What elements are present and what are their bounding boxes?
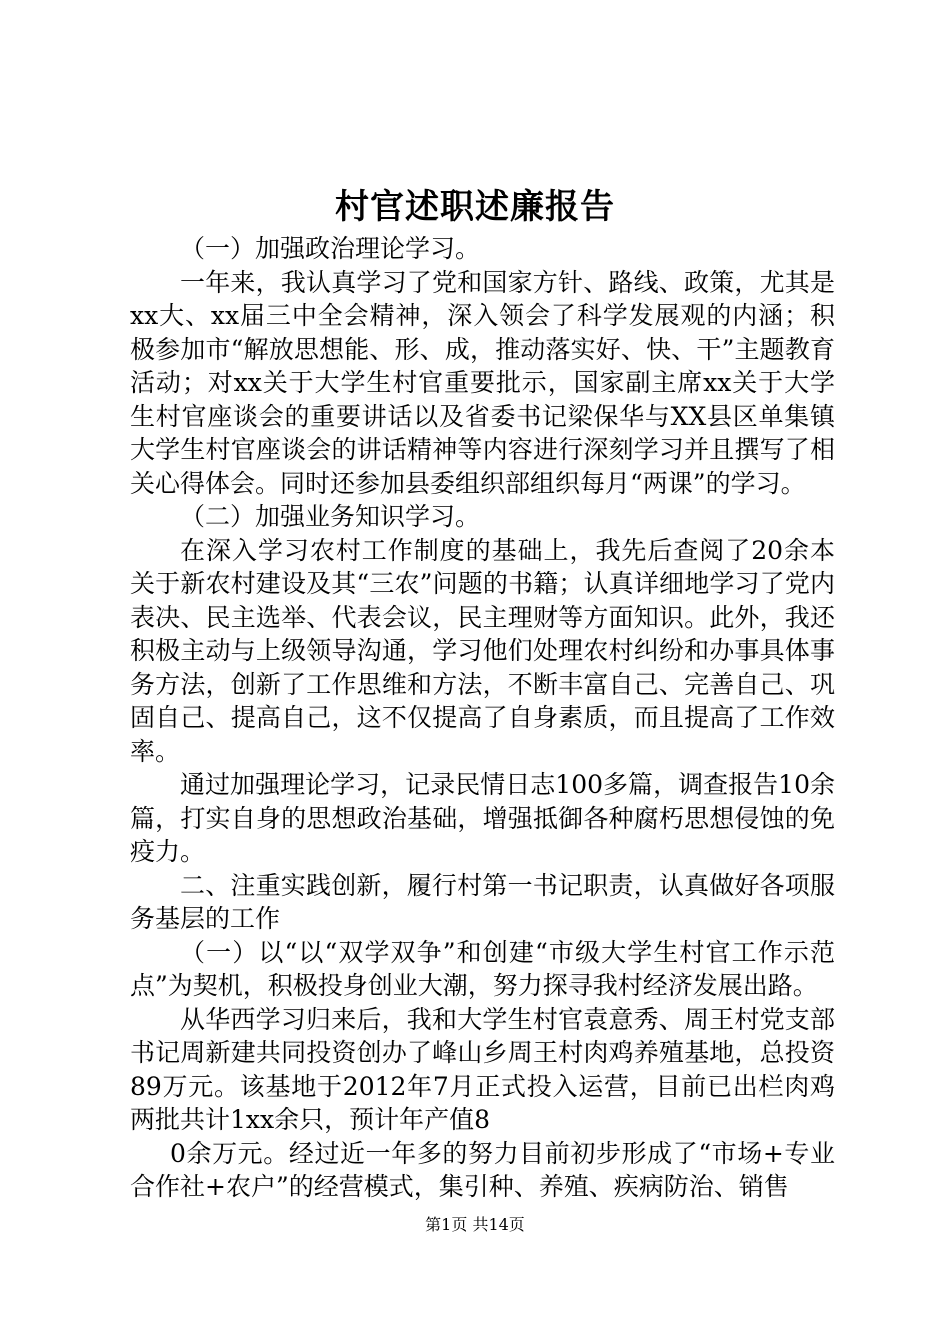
section-heading: 二、注重实践创新，履行村第一书记职责，认真做好各项服务基层的工作	[130, 870, 835, 933]
body-paragraph: 0余万元。经过近一年多的努力目前初步形成了“市场+专业合作社+农户”的经营模式，集引种、养殖、疾病防治、销售	[130, 1138, 835, 1201]
page-number: 第1页 共14页	[425, 1215, 525, 1234]
section-heading: （一）以“以“双学双争”和创建“市级大学生村官工作示范点”为契机，积极投身创业大潮，努力探寻我村经济发展出路。	[130, 937, 835, 1000]
body-paragraph: 在深入学习农村工作制度的基础上，我先后查阅了20余本关于新农村建设及其“三农”问题的书籍；认真详细地学习了党内表决、民主选举、代表会议，民主理财等方面知识。此外，我还积极主动与上级领导沟通，学习他们处理农村纠纷和办事具体事务方法，创新了工作思维和方法，不断丰富自己、完善自己、巩固自己、提高自己，这不仅提高了自身素质，而且提高了工作效率。	[130, 535, 835, 766]
body-paragraph: 通过加强理论学习，记录民情日志100多篇，调查报告10余篇，打实自身的思想政治基础，增强抵御各种腐朽思想侵蚀的免疫力。	[130, 770, 835, 866]
body-paragraph: 从华西学习归来后，我和大学生村官袁意秀、周王村党支部书记周新建共同投资创办了峰山乡周王村肉鸡养殖基地，总投资89万元。该基地于2012年7月正式投入运营，目前已出栏肉鸡两批共计1xx余只，预计年产值8	[130, 1004, 835, 1134]
document-title: 村官述职述廉报告	[335, 187, 615, 227]
section-heading: （二）加强业务知识学习。	[180, 502, 481, 531]
body-paragraph: 一年来，我认真学习了党和国家方针、路线、政策，尤其是xx大、xx届三中全会精神，深入领会了科学发展观的内涵；积极参加市“解放思想能、形、成，推动落实好、快、干”主题教育活动；对xx关于大学生村官重要批示，国家副主席xx关于大学生村官座谈会的重要讲话以及省委书记梁保华与XX县区单集镇大学生村官座谈会的讲话精神等内容进行深刻学习并且撰写了相关心得体会。同时还参加县委组织部组织每月“两课”的学习。	[130, 267, 835, 498]
document-body	[130, 232, 835, 1204]
section-heading: （一）加强政治理论学习。	[180, 234, 481, 263]
